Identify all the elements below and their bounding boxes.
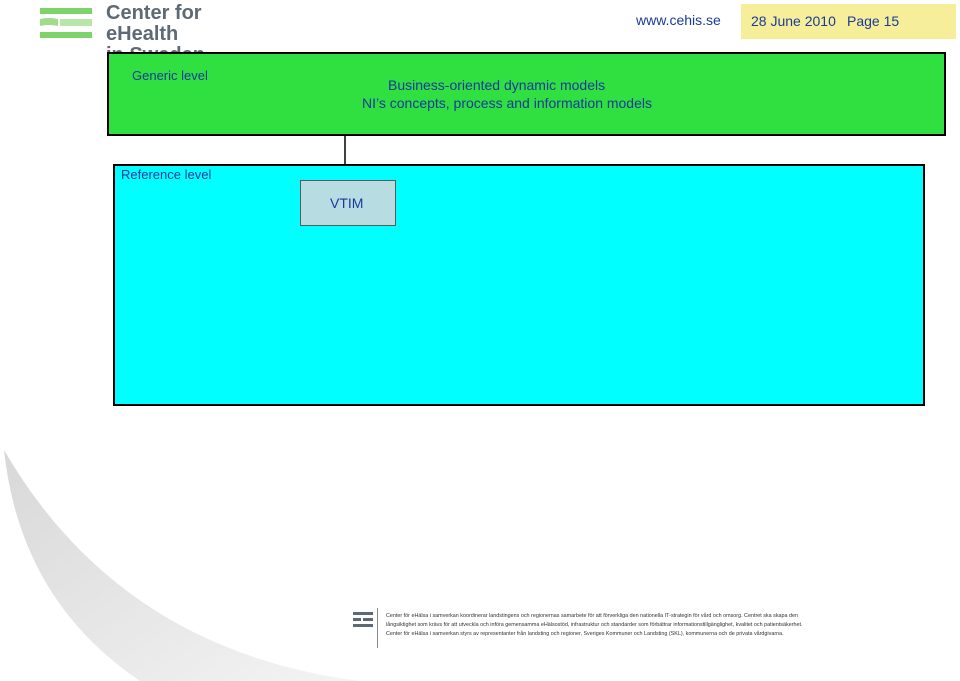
reference-level-box [113,164,925,406]
slide-date: 28 June 2010 [751,13,836,29]
footer-divider [377,608,378,648]
logo-text-line1: Center for eHealth [106,2,202,45]
cehis-logo [38,4,268,44]
cehis-logo-icon [38,6,96,44]
reference-level-label: Reference level [121,167,212,182]
vtim-label: VTIM [330,195,364,211]
generic-level-label: Generic level [132,68,208,83]
generic-models-line1: Business-oriented dynamic models [388,77,606,93]
website-link[interactable]: www.cehis.se [636,12,721,28]
footer-text-line1: Center för eHälsa i samverkan koordinerar landstingens och regionernas samarbete för att förverkliga den nationella IT-strategin för vård och omsorg. Centret ska skapa den [386,613,798,619]
generic-models-line2: NI’s concepts, process and information models [362,95,652,111]
decorative-swoosh [0,440,360,681]
footer-text-line3: Center för eHälsa i samverkan styrs av representanter från landsting och regioner, Sveriges Kommuner och Landsting (SKL), kommunerna och de privata vårdgivarna. [386,631,784,637]
page-number: Page 15 [847,13,900,29]
generic-level-box [107,52,946,136]
cehis-footer-logo-icon [351,608,375,650]
footer-text-line2: långsiktighet som krävs för att utveckla och införa gemensamma eHälsostöd, infrastruktur och standarder som förbättrar informationstillgänglighet, kvalitet och patientsäkerhet. [386,622,803,628]
